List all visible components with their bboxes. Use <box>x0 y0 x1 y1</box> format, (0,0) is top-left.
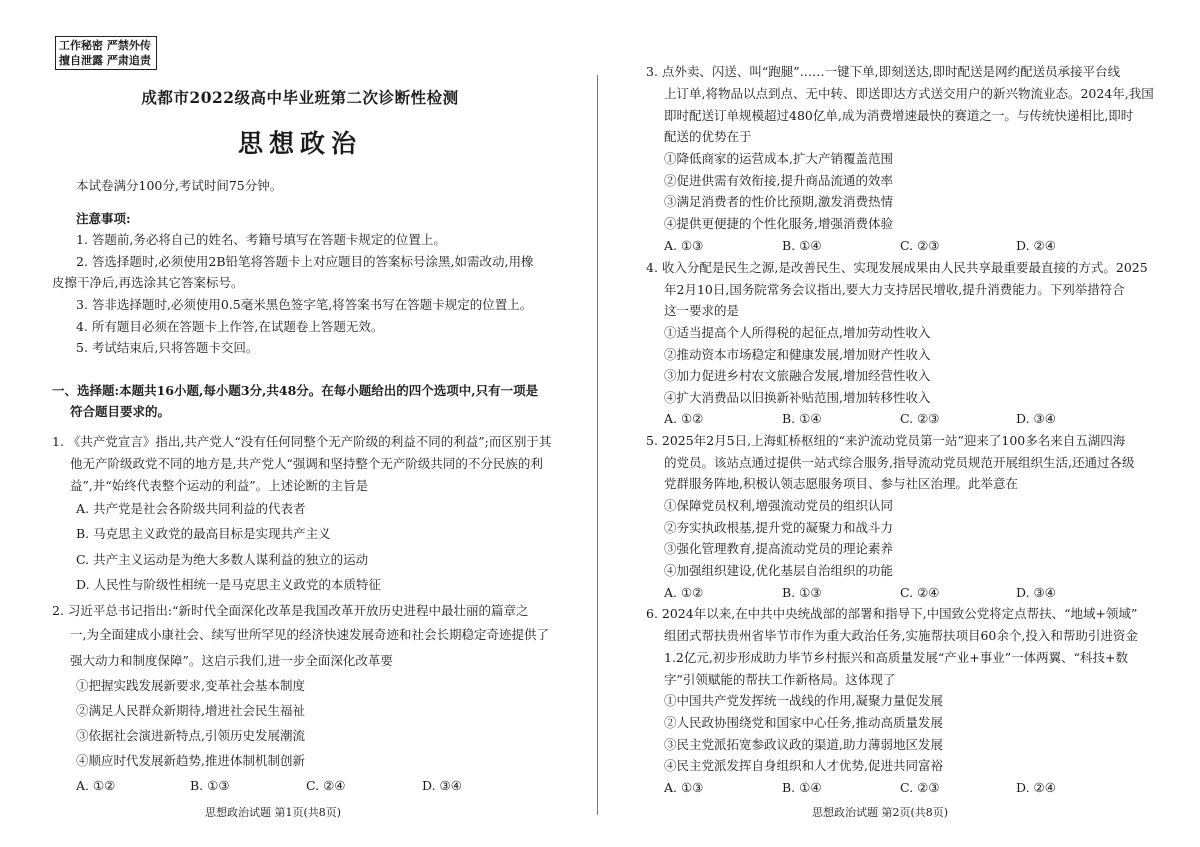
q3-stem: 配送的优势在于 <box>664 129 752 144</box>
q2-stem: 一,为全面建成小康社会、续写世所罕见的经济快速发展奇迹和社会长期稳定奇迹提供了 <box>70 627 549 642</box>
q3-option-b: B. ①④ <box>782 238 822 253</box>
q2-item: ④顺应时代发展新趋势,推进体制机制创新 <box>76 753 305 768</box>
note-line: 1. 答题前,务必将自己的姓名、考籍号填写在答题卡规定的位置上。 <box>76 232 446 247</box>
q3-item: ③满足消费者的性价比预期,激发消费热情 <box>664 194 893 209</box>
q2-option-c: C. ②④ <box>306 778 346 793</box>
section-heading-cont: 符合题目要求的。 <box>70 404 171 419</box>
q4-stem: 这一要求的是 <box>664 303 740 318</box>
stamp-line-1: 工作秘密 严禁外传 <box>59 39 151 52</box>
note-line: 5. 考试结束后,只将答题卡交回。 <box>76 340 259 355</box>
q5-item: ③强化管理教育,提高流动党员的理论素养 <box>664 541 893 556</box>
q3-option-a: A. ①③ <box>664 238 704 253</box>
page-right <box>600 0 1200 847</box>
q4-item: ②推动资本市场稳定和健康发展,增加财产性收入 <box>664 347 931 362</box>
q3-stem: 即时配送订单规模超过480亿单,成为消费增速最快的赛道之一。与传统快递相比,即时 <box>664 108 1134 123</box>
q6-stem: 字”引领赋能的帮扶工作新格局。这体现了 <box>664 672 896 687</box>
q2-item: ①把握实践发展新要求,变革社会基本制度 <box>76 678 305 693</box>
q3-stem: 3. 点外卖、闪送、叫“跑腿”……一键下单,即刻送达,即时配送是网约配送员承接平台线 <box>646 64 1121 79</box>
q6-option-c: C. ②③ <box>900 780 940 795</box>
footer-right: 思想政治试题 第2页(共8页) <box>812 806 949 819</box>
q3-stem: 上订单,将物品以点到点、无中转、即送即达方式送交用户的新兴物流业态。2024年,我国 <box>664 86 1154 101</box>
q6-stem: 1.2亿元,初步形成助力毕节乡村振兴和高质量发展“产业+事业”一体两翼、“科技+数 <box>664 650 1128 665</box>
q1-stem: 1. 《共产党宣言》指出,共产党人“没有任何同整个无产阶级的利益不同的利益”;而区别于其 <box>52 434 552 449</box>
q5-item: ④加强组织建设,优化基层自治组织的功能 <box>664 563 893 578</box>
confidential-stamp <box>55 36 157 70</box>
q5-item: ②夯实执政根基,提升党的凝聚力和战斗力 <box>664 520 893 535</box>
q3-item: ④提供更便捷的个性化服务,增强消费体验 <box>664 216 893 231</box>
section-heading: 一、选择题:本题共16小题,每小题3分,共48分。在每小题给出的四个选项中,只有一项是 <box>52 383 539 398</box>
q6-option-b: B. ①④ <box>782 780 822 795</box>
q4-stem: 年2月10日,国务院常务会议指出,要大力支持居民增收,提升消费能力。下列举措符合 <box>664 282 1125 297</box>
q5-item: ①保障党员权利,增强流动党员的组织认同 <box>664 498 893 513</box>
q2-option-b: B. ①③ <box>190 778 230 793</box>
q1-stem: 他无产阶级政党不同的地方是,共产党人“强调和坚持整个无产阶级共同的不分民族的利 <box>70 456 543 471</box>
q3-option-c: C. ②③ <box>900 238 940 253</box>
q5-option-b: B. ①③ <box>782 585 822 600</box>
q6-option-d: D. ②④ <box>1016 780 1056 795</box>
q4-option-d: D. ③④ <box>1016 411 1056 426</box>
note-line: 4. 所有题目必须在答题卡上作答,在试题卷上答题无效。 <box>76 319 384 334</box>
q6-option-a: A. ①③ <box>664 780 704 795</box>
q5-option-a: A. ①② <box>664 585 704 600</box>
q1-option-c: C. 共产主义运动是为绝大多数人谋利益的独立的运动 <box>76 552 369 567</box>
q4-item: ③加力促进乡村农文旅融合发展,增加经营性收入 <box>664 368 931 383</box>
intro-text: 本试卷满分100分,考试时间75分钟。 <box>76 178 283 193</box>
q5-stem: 的党员。该站点通过提供一站式综合服务,指导流动党员规范开展组织生活,还通过各级 <box>664 455 1135 470</box>
q4-option-c: C. ②③ <box>900 411 940 426</box>
stamp-line-2: 擅自泄露 严肃追责 <box>59 54 151 67</box>
q4-item: ①适当提高个人所得税的起征点,增加劳动性收入 <box>664 325 931 340</box>
q1-stem: 益”,并“始终代表整个运动的利益”。上述论断的主旨是 <box>70 478 369 493</box>
q2-stem: 2. 习近平总书记指出:“新时代全面深化改革是我国改革开放历史进程中最壮丽的篇章之 <box>52 603 529 618</box>
q4-stem: 4. 收入分配是民生之源,是改善民生、实现发展成果由人民共享最重要最直接的方式。2025 <box>646 260 1148 275</box>
q3-item: ①降低商家的运营成本,扩大产销覆盖范围 <box>664 151 893 166</box>
q2-stem: 强大动力和制度保障”。这启示我们,进一步全面深化改革要 <box>70 653 393 668</box>
q3-option-d: D. ②④ <box>1016 238 1056 253</box>
note-line: 3. 答非选择题时,必须使用0.5毫米黑色签字笔,将答案书写在答题卡规定的位置上。 <box>76 297 533 312</box>
q4-option-b: B. ①④ <box>782 411 822 426</box>
q4-item: ④扩大消费品以旧换新补贴范围,增加转移性收入 <box>664 390 931 405</box>
q2-item: ③依据社会演进新特点,引领历史发展潮流 <box>76 728 305 743</box>
q1-option-d: D. 人民性与阶级性相统一是马克思主义政党的本质特征 <box>76 577 382 592</box>
footer-left: 思想政治试题 第1页(共8页) <box>205 806 342 819</box>
q6-item: ①中国共产党发挥统一战线的作用,凝聚力量促发展 <box>664 693 943 708</box>
q6-item: ④民主党派发挥自身组织和人才优势,促进共同富裕 <box>664 758 943 773</box>
q1-option-b: B. 马克思主义政党的最高目标是实现共产主义 <box>76 526 331 541</box>
q3-item: ②促进供需有效衔接,提升商品流通的效率 <box>664 173 893 188</box>
q5-stem: 5. 2025年2月5日,上海虹桥枢纽的“来沪流动党员第一站”迎来了100多名来自五湖四海 <box>646 433 1126 448</box>
q2-option-a: A. ①② <box>76 778 116 793</box>
q1-option-a: A. 共产党是社会各阶级共同利益的代表者 <box>76 501 306 516</box>
exam-title: 成都市2022级高中毕业班第二次诊断性检测 <box>141 88 459 107</box>
q5-option-d: D. ③④ <box>1016 585 1056 600</box>
subject-title: 思想政治 <box>237 129 362 158</box>
q6-stem: 组团式帮扶贵州省毕节市作为重大政治任务,实施帮扶项目60余个,投入和帮助引进资金 <box>664 628 1138 643</box>
q5-option-c: C. ②④ <box>900 585 940 600</box>
page-divider <box>597 75 598 815</box>
q6-item: ③民主党派拓宽参政议政的渠道,助力薄弱地区发展 <box>664 737 943 752</box>
note-line: 皮擦干净后,再选涂其它答案标号。 <box>52 275 244 290</box>
q6-item: ②人民政协围绕党和国家中心任务,推动高质量发展 <box>664 715 943 730</box>
q4-option-a: A. ①② <box>664 411 704 426</box>
q5-stem: 党群服务阵地,积极认领志愿服务项目、参与社区治理。此举意在 <box>664 476 1018 491</box>
q2-option-d: D. ③④ <box>422 778 462 793</box>
q2-item: ②满足人民群众新期待,增进社会民生福祉 <box>76 703 305 718</box>
q6-stem: 6. 2024年以来,在中共中央统战部的部署和指导下,中国致公党将定点帮扶、“地域+领域” <box>646 606 1138 621</box>
notes-title: 注意事项: <box>76 211 131 226</box>
note-line: 2. 答选择题时,必须使用2B铅笔将答题卡上对应题目的答案标号涂黑,如需改动,用橡 <box>76 254 534 269</box>
